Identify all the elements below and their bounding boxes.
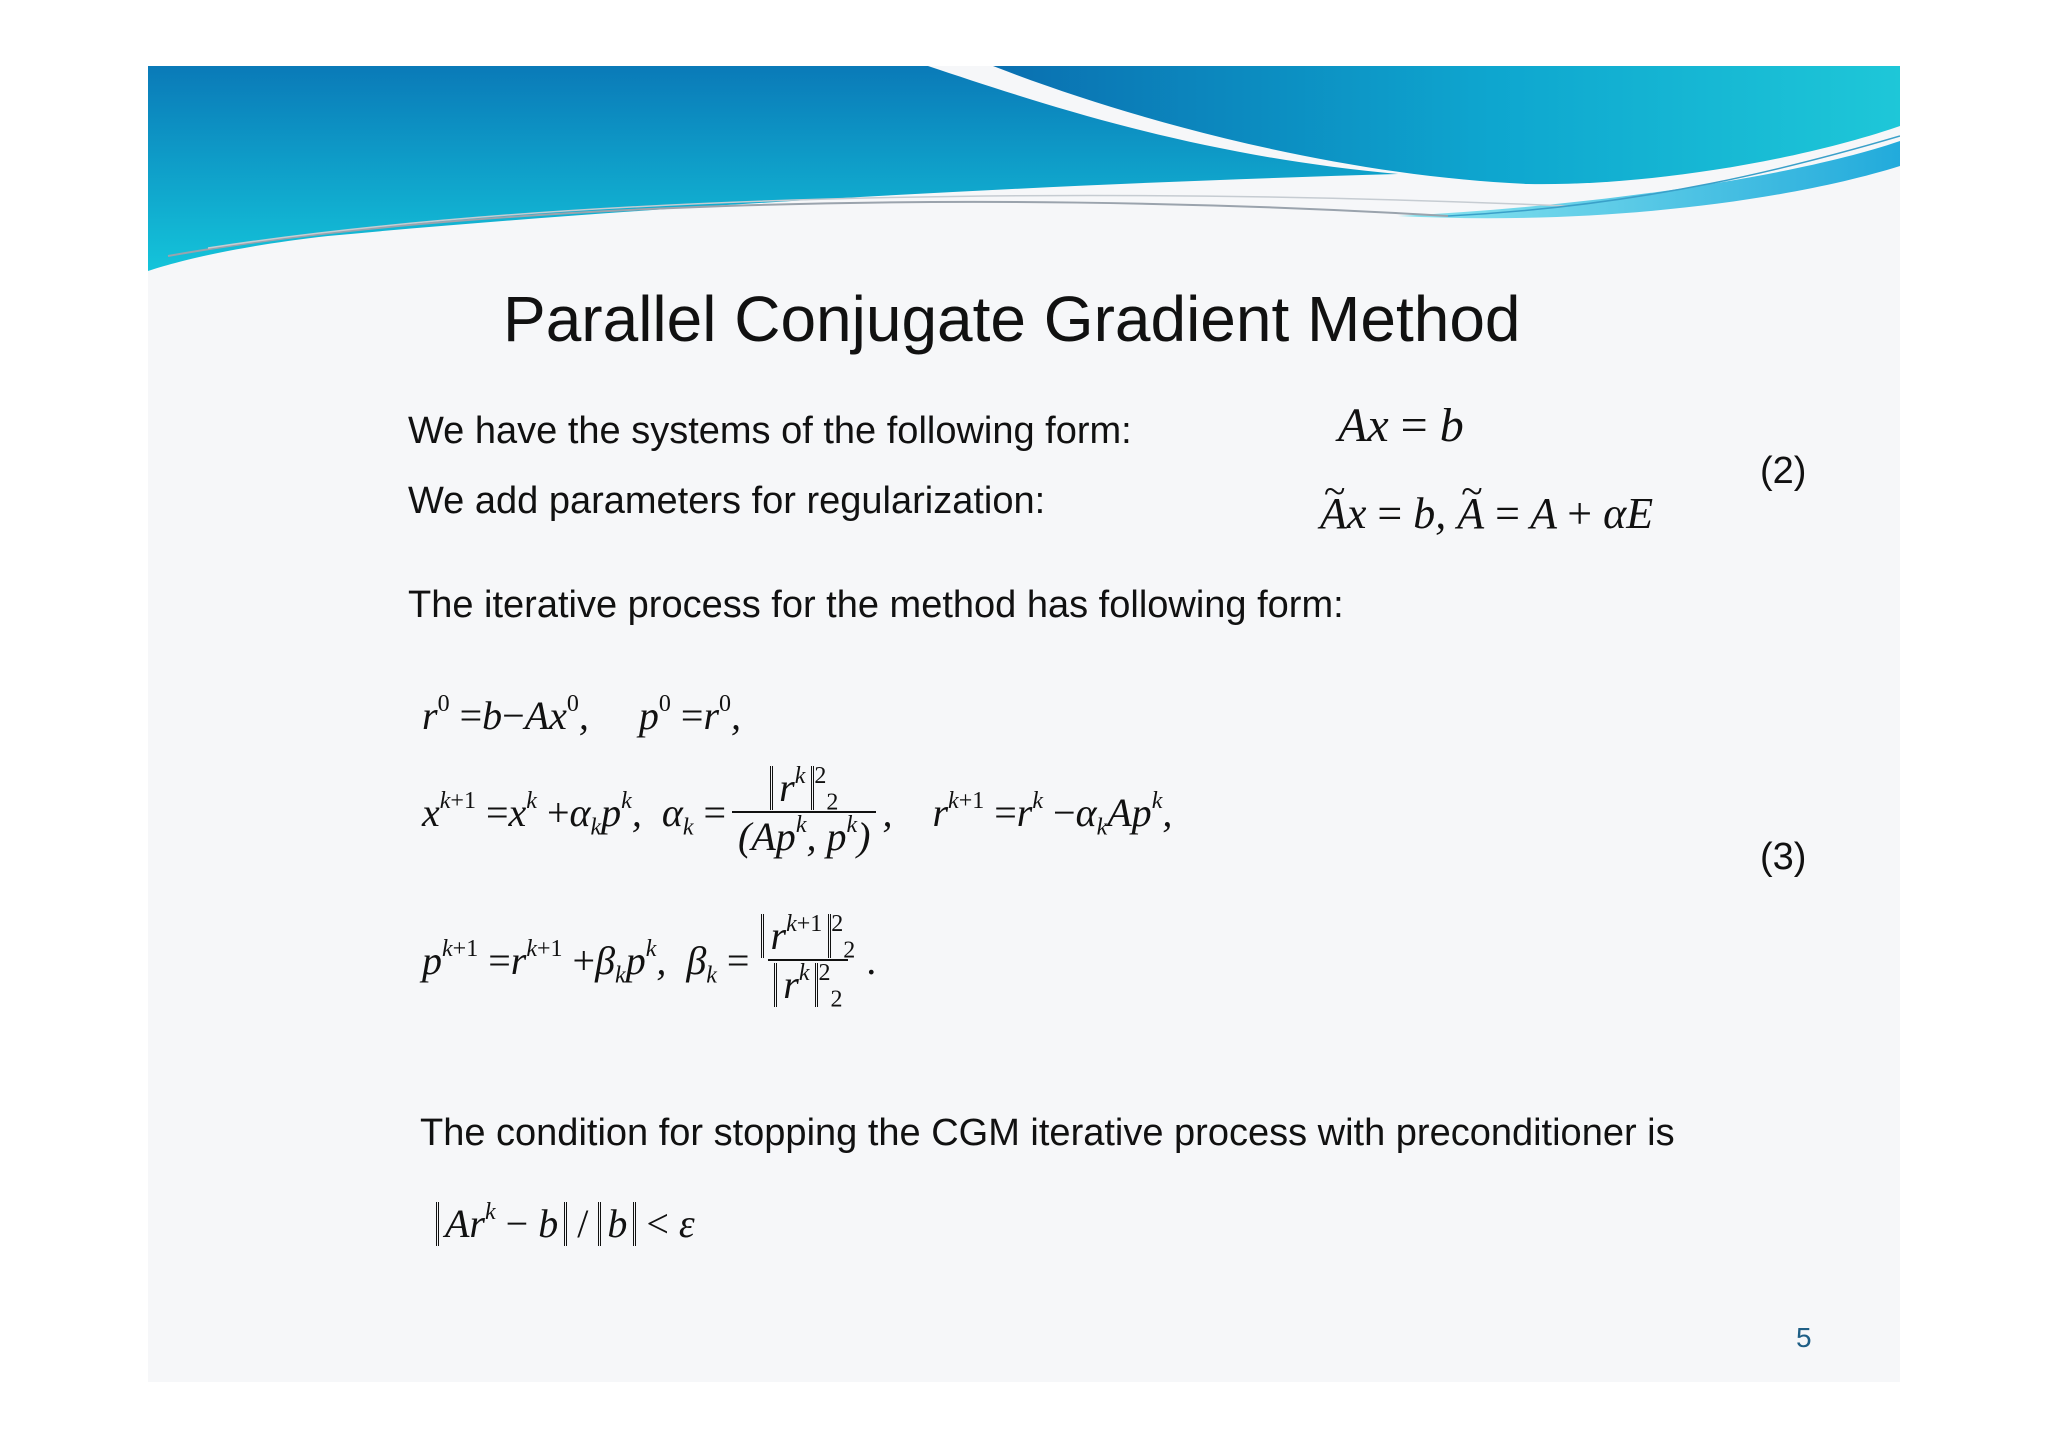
page-number: 5 xyxy=(1796,1322,1812,1353)
system-form-text: We have the systems of the following form: xyxy=(408,410,1132,452)
regularization-text: We add parameters for regularization: xyxy=(408,480,1046,522)
equation-number-2: (2) xyxy=(1760,450,1807,492)
formula-update-p: $p^{k+1} =r^{k+1} +\beta_kp^k$, $\beta_k$ = $\frac{r^{k+1} ^2_2}{r^k ^2_2}$ . xyxy=(422,911,878,1013)
formula-init: $r^0 =b-Ax^0$, $p^0 =r^0$, xyxy=(422,691,742,738)
formula-stopping: Ar$^k$ − b / b < ε xyxy=(436,1200,695,1247)
formula-regularized: ~ Ax = b, ~ A = A + αE xyxy=(1320,488,1653,539)
formula-update-x: $x^{k+1} =x^k +\alpha_kp^k$, $\alpha_k$ = $\frac{r^k ^2_2}{(Ap^k, p^k)}$ , $r^{k+1} =r^k -\alpha_kAp^k$, xyxy=(422,763,1173,859)
equation-number-3: (3) xyxy=(1760,836,1807,878)
iterative-process-text: The iterative process for the method has following form: xyxy=(408,584,1344,626)
stopping-condition-text: The condition for stopping the CGM iterative process with preconditioner is xyxy=(420,1112,1675,1154)
slide-title: Parallel Conjugate Gradient Method xyxy=(503,283,1521,355)
formula-system: Ax = b xyxy=(1338,399,1464,452)
slide xyxy=(148,66,1900,1382)
header-wave-banner xyxy=(148,66,1900,276)
